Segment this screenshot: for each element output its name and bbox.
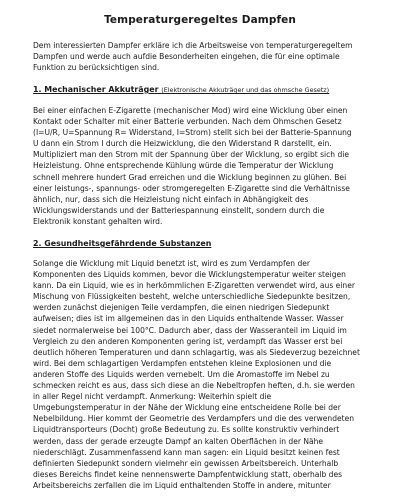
- section1-line: Wicklungswiderstands und der Batteriespannung einstellt, sondern durch die: [33, 205, 325, 215]
- section1-line: Heizleistung. Ohne entsprechende Kühlung würde die Temperatur der Wicklung: [33, 161, 334, 171]
- section2-line: dieses Bereichs findet keine nennenswerte Dampfentwicklung statt, oberhalb des: [33, 469, 343, 479]
- section2-line: werden zunächst diejenigen Teile verdampfen, die einen niedrigen Siedepunkt: [33, 303, 330, 313]
- section2-line: werden, dass der gerade erzeugte Dampf an kalten Oberflächen in der Nähe: [33, 436, 324, 446]
- section1-line: Kontakt oder Schalter mit einer Batterie verbunden. Nach dem Ohmschen Gesetz: [33, 117, 342, 127]
- section2-paragraph: [33, 258, 383, 491]
- section2-line: anderen Stoffe des Liquids werden vernebelt. Um die Aromastoffe im Nebel zu: [33, 369, 330, 379]
- section2-line: Nebelbildung. Hier kommt der Geometrie des Verdampfers und die des verwendeten: [33, 414, 355, 424]
- section2-line: Umgebungstemperatur in der Nähe der Wicklung eine entscheidene Rolle bei der: [33, 403, 341, 413]
- section2-line: Liquidtransporteurs (Docht) große Bedeutung zu. Es sollte konstruktiv verhindert: [33, 425, 340, 435]
- intro-line: Dampfen und werde auch aufdie Besonderheiten eingehen, die für eine optimale: [33, 52, 340, 62]
- section1-line: ähnlich, nur, dass sich die Heizleistung nicht einfach in Abhängigkeit des: [33, 194, 309, 204]
- section1-heading-sub: (Elektronische Akkuträger und das ohmsche Gesetz): [161, 86, 330, 94]
- section2-line: Arbeitsbereichs zerfallen die im Liquid enthaltenden Stoffe in andere, mitunter: [33, 480, 331, 490]
- section2-line: in aller Regel nicht verdampft. Anmerkung: Weiterhin spielt die: [33, 392, 272, 402]
- section2-line: siedet normalerweise bei 100°C. Dadurch aber, dass der Wasseranteil im Liquid im: [33, 325, 347, 335]
- document-title: Temperaturgeregeltes Dampfen: [104, 14, 296, 26]
- section2-line: kann. Da ein Liquid, wie es in herkömmlichen E-Zigaretten verwendet wird, aus einer: [33, 281, 355, 291]
- section1-line: Multipliziert man den Strom mit der Spannung über der Wicklung, so ergibt sich die: [33, 150, 349, 160]
- section2-heading: 2. Gesundheitsgefährdende Substanzen: [33, 239, 212, 248]
- intro-paragraph: [33, 40, 383, 73]
- section2-line: definierten Siedepunkt sondern vielmehr ein gewissen Arbeitsbereich. Unterhalb: [33, 458, 339, 468]
- section2-line: Komponenten des Liquids kommen, bevor die Wicklungstemperatur weiter steigen: [33, 270, 346, 280]
- intro-line: Funktion zu berücksichtigen sind.: [33, 63, 160, 73]
- section1-heading-text: 1. Mechanischer Akkuträger: [33, 85, 159, 94]
- section1-line: einer leistungs-, spannungs- oder stromgeregelten E-Zigarette sind die Verhältnisse: [33, 183, 350, 193]
- section2-line: wird. Bei dem schlagartigen Verdampfen entstehen kleine Explosionen und die: [33, 358, 332, 368]
- section1-line: schnell mehrere hundert Grad erreichen und die Wicklung beginnen zu glühen. Bei: [33, 172, 347, 182]
- section2-line: aufweisen; dies ist im allgemeinen das in den Liquids enthaltende Wasser. Wasser: [33, 314, 344, 324]
- section1-paragraph: [33, 105, 383, 227]
- section1-line: (I=U/R, U=Spannung R= Widerstand, I=Strom) stellt sich bei der Batterie-Spannung: [33, 128, 352, 138]
- section1-line: Bei einer einfachen E-Zigarette (mechanischer Mod) wird eine Wicklung über einen: [33, 106, 348, 115]
- section1-line: U dann ein Strom I durch die Heizwicklung, die den Widerstand R darstellt, ein.: [33, 139, 332, 149]
- section2-line: Solange die Wicklung mit Liquid benetzt ist, wird es zum Verdampfen der: [33, 259, 310, 268]
- section1-line: Elektronik konstant gehalten wird.: [33, 216, 163, 226]
- section2-line: niederschlägt. Zusammenfassend kann man sagen: ein Liquid besitzt keinen fest: [33, 447, 340, 457]
- section1-heading: [33, 84, 329, 96]
- section2-line: schmecken reicht es aus, dass sich diese an die Nebeltropfen heften, d.h. sie werden: [33, 381, 355, 391]
- section2-line: Vergleich zu den anderen Komponenten gering ist, verdampft das Wasser erst bei: [33, 336, 343, 346]
- section2-line: Mischung von Flüssigkeiten besteht, welche unterschiedliche Siedepunkte besitzen,: [33, 292, 351, 302]
- intro-line: Dem interessierten Dampfer erkläre ich die Arbeitsweise von temperaturgeregeltem: [33, 41, 353, 50]
- section2-line: deutlich höheren Temperaturen und dann schlagartig, was als Siedeverzug bezeichnet: [33, 347, 360, 357]
